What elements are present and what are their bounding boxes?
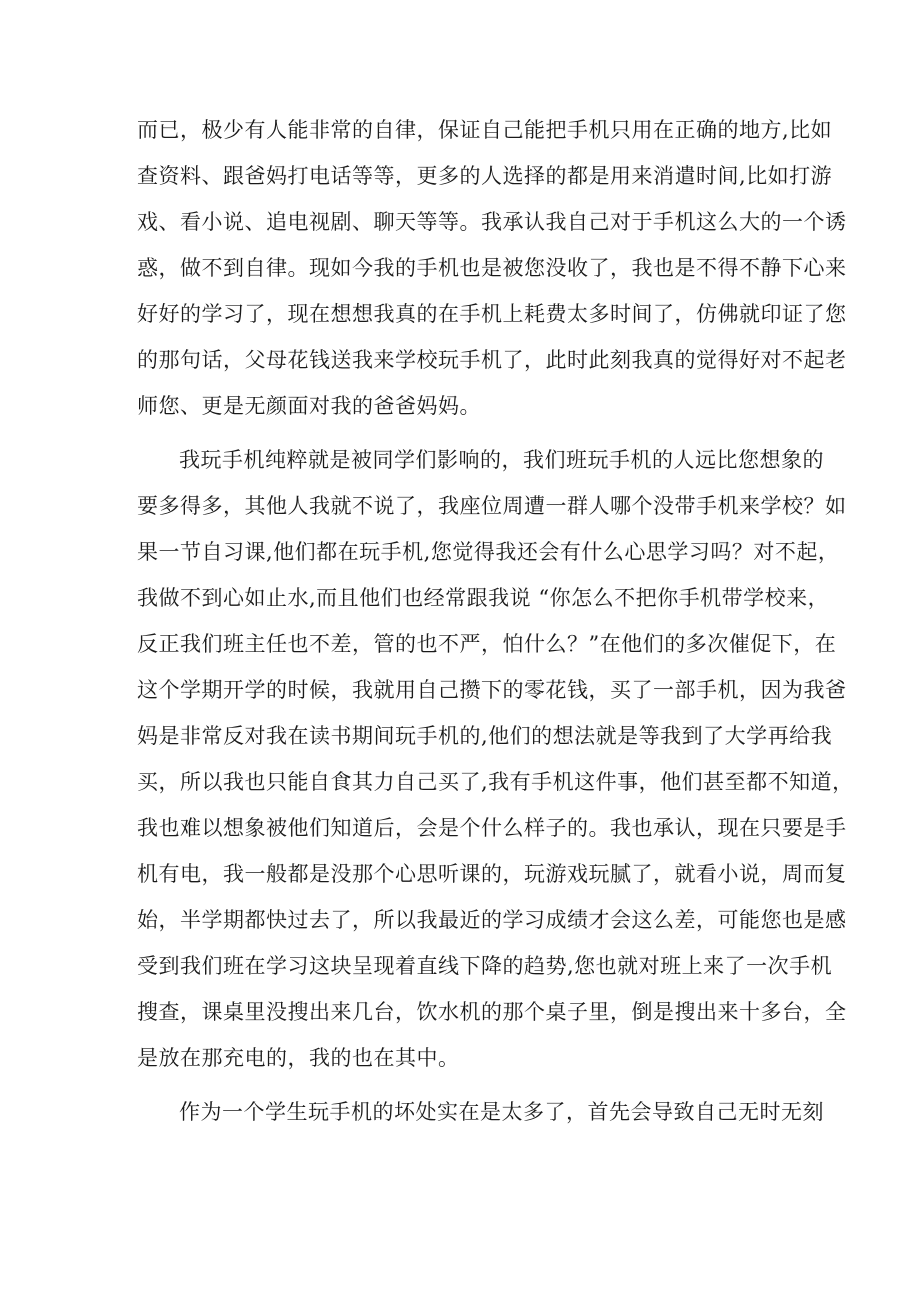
paragraph-line: 查资料、跟爸妈打电话等等，更多的人选择的都是用来消遣时间,比如打游	[137, 164, 833, 188]
paragraph-line: 买，所以我也只能自食其力自己买了,我有手机这件事，他们甚至都不知道，	[137, 770, 854, 794]
paragraph-line: 而已，极少有人能非常的自律，保证自己能把手机只用在正确的地方,比如	[137, 118, 833, 142]
paragraph-line: 这个学期开学的时候，我就用自己攒下的零花钱，买了一部手机，因为我爸	[137, 678, 847, 702]
paragraph-line: 果一节自习课,他们都在玩手机,您觉得我还会有什么心思学习吗？对不起，	[137, 540, 840, 564]
paragraph-line: 搜查，课桌里没搜出来几台，饮水机的那个桌子里，倒是搜出来十多台，全	[137, 1000, 847, 1024]
paragraph-line: 妈是非常反对我在读书期间玩手机的,他们的想法就是等我到了大学再给我	[137, 724, 833, 748]
paragraph-line: 是放在那充电的，我的也在其中。	[137, 1046, 460, 1070]
paragraph-line: 戏、看小说、追电视剧、聊天等等。我承认我自己对于手机这么大的一个诱	[137, 210, 847, 234]
paragraph-line: 要多得多，其他人我就不说了，我座位周遭一群人哪个没带手机来学校？如	[137, 494, 847, 518]
paragraph-line: 反正我们班主任也不差，管的也不严，怕什么？”在他们的多次催促下，在	[137, 632, 837, 656]
paragraph-line: 的那句话，父母花钱送我来学校玩手机了，此时此刻我真的觉得好对不起老	[137, 348, 847, 372]
paragraph-line: 我也难以想象被他们知道后，会是个什么样子的。我也承认，现在只要是手	[137, 816, 847, 840]
paragraph-line: 师您、更是无颜面对我的爸爸妈妈。	[137, 394, 481, 418]
paragraph-line: 作为一个学生玩手机的坏处实在是太多了，首先会导致自己无时无刻	[179, 1100, 824, 1124]
paragraph-line: 始，半学期都快过去了，所以我最近的学习成绩才会这么差，可能您也是感	[137, 908, 847, 932]
paragraph-line: 惑，做不到自律。现如今我的手机也是被您没收了，我也是不得不静下心来	[137, 256, 847, 280]
paragraph-line: 受到我们班在学习这块呈现着直线下降的趋势,您也就对班上来了一次手机	[137, 954, 833, 978]
paragraph-line: 我玩手机纯粹就是被同学们影响的，我们班玩手机的人远比您想象的	[179, 448, 824, 472]
paragraph-line: 我做不到心如止水,而且他们也经常跟我说 “你怎么不把你手机带学校来，	[137, 586, 830, 610]
paragraph-line: 机有电，我一般都是没那个心思听课的，玩游戏玩腻了，就看小说，周而复	[137, 862, 847, 886]
paragraph-line: 好好的学习了，现在想想我真的在手机上耗费太多时间了，仿佛就印证了您	[137, 302, 847, 326]
